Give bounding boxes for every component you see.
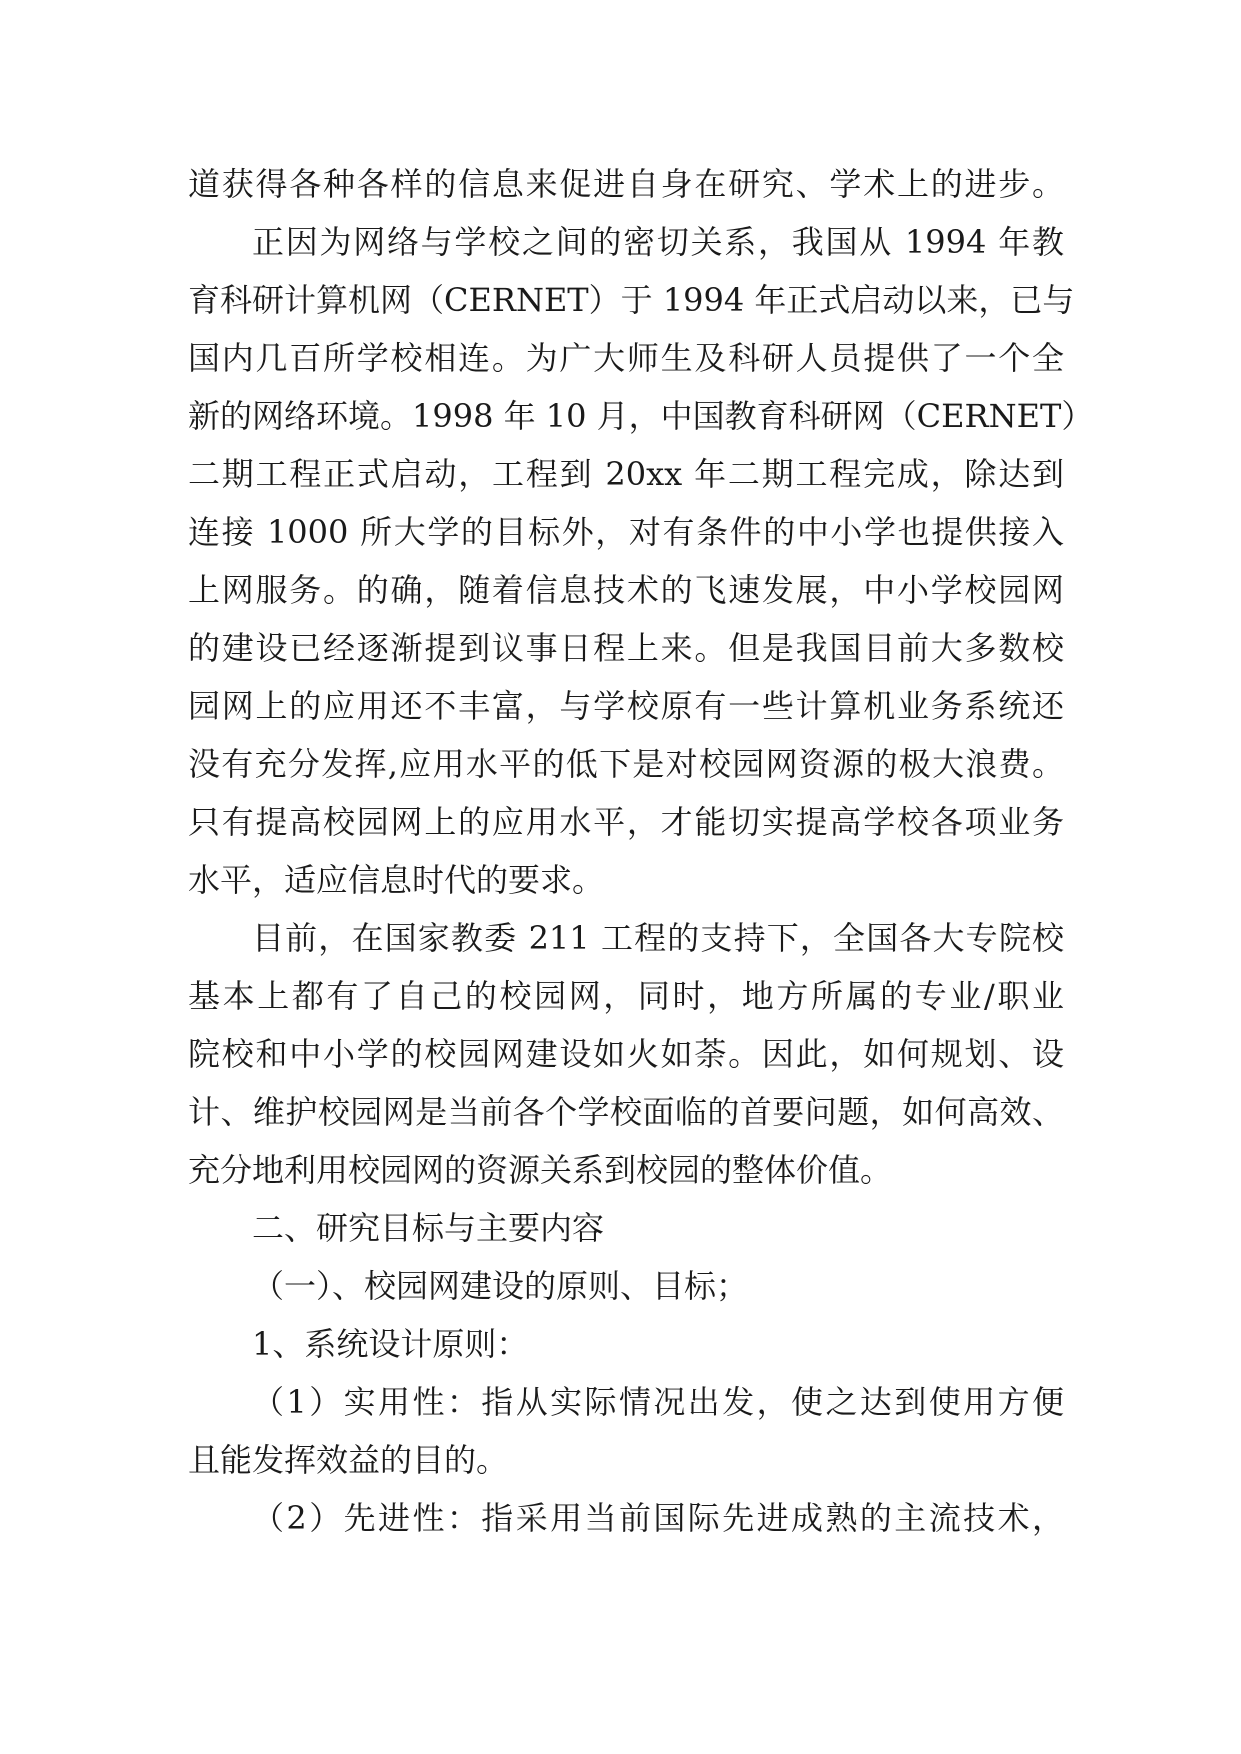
text-line: 院校和中小学的校园网建设如火如荼。因此，如何规划、设	[188, 1035, 1064, 1073]
text-line: 新的网络环境。1998 年 10 月，中国教育科研网（CERNET）	[188, 397, 1094, 435]
paragraph-end-line: 充分地利用校园网的资源关系到校园的整体价值。	[188, 1151, 893, 1189]
text-line: 道获得各种各样的信息来促进自身在研究、学术上的进步。	[188, 165, 1064, 203]
text-line: 上网服务。的确，随着信息技术的飞速发展，中小学校园网	[188, 571, 1064, 609]
text-line: 连接 1000 所大学的目标外，对有条件的中小学也提供接入	[188, 513, 1064, 551]
section-heading: 二、研究目标与主要内容	[252, 1209, 605, 1247]
list-item-start-line: （1）实用性：指从实际情况出发，使之达到使用方便	[252, 1383, 1064, 1421]
paragraph-end-line: 水平，适应信息时代的要求。	[188, 861, 605, 899]
item-heading: 1、系统设计原则：	[252, 1325, 529, 1363]
text-line: 的建设已经逐渐提到议事日程上来。但是我国目前大多数校	[188, 629, 1064, 667]
text-line: 园网上的应用还不丰富，与学校原有一些计算机业务系统还	[188, 687, 1064, 725]
subsection-heading: （一）、校园网建设的原则、目标；	[252, 1267, 749, 1305]
paragraph-start-line: 正因为网络与学校之间的密切关系，我国从 1994 年教	[252, 223, 1064, 261]
text-line: 育科研计算机网（CERNET）于 1994 年正式启动以来，已与	[188, 281, 1075, 319]
text-line: 二期工程正式启动，工程到 20xx 年二期工程完成，除达到	[188, 455, 1064, 493]
list-item-start-line: （2）先进性：指采用当前国际先进成熟的主流技术，	[252, 1499, 1064, 1537]
text-line: 基本上都有了自己的校园网，同时，地方所属的专业/职业	[188, 977, 1064, 1015]
text-line: 计、维护校园网是当前各个学校面临的首要问题，如何高效、	[188, 1093, 1064, 1131]
text-line: 国内几百所学校相连。为广大师生及科研人员提供了一个全	[188, 339, 1064, 377]
text-line: 没有充分发挥,应用水平的低下是对校园网资源的极大浪费。	[188, 745, 1064, 783]
document-body	[188, 155, 1094, 1547]
list-item-end-line: 且能发挥效益的目的。	[188, 1441, 509, 1479]
paragraph-start-line: 目前，在国家教委 211 工程的支持下，全国各大专院校	[252, 919, 1064, 957]
text-line: 只有提高校园网上的应用水平，才能切实提高学校各项业务	[188, 803, 1064, 841]
